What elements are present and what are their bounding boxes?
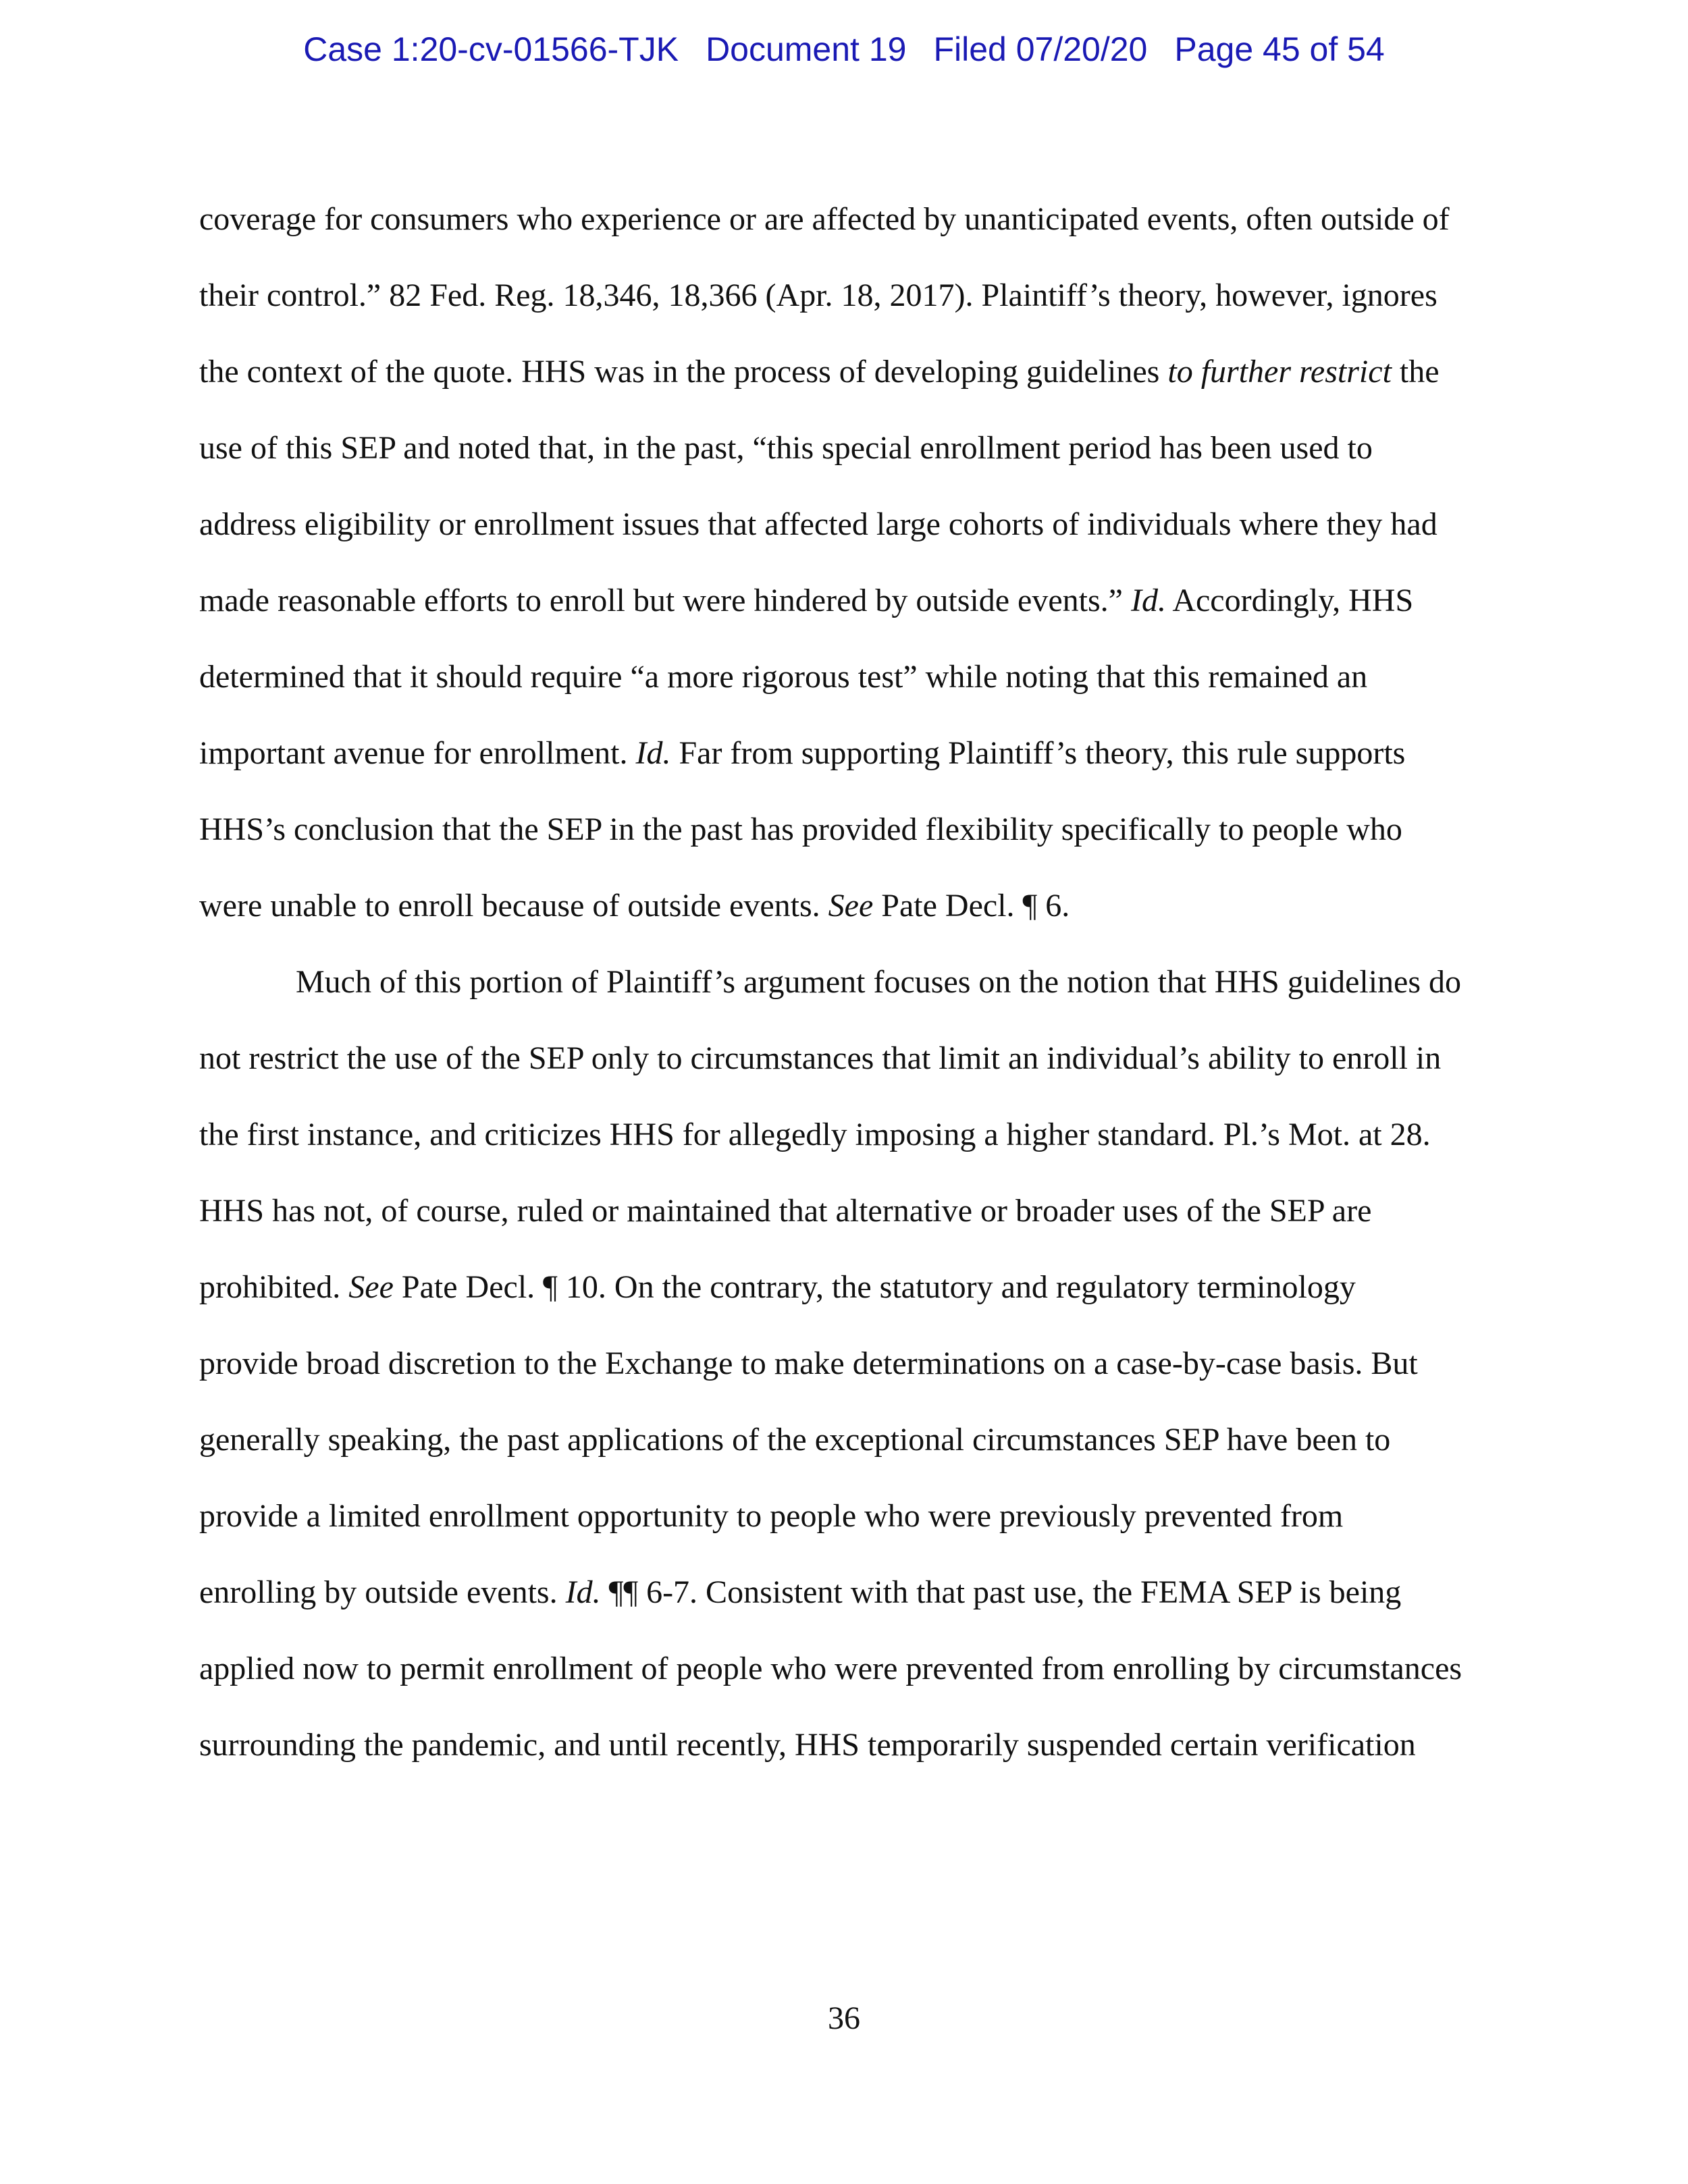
page-number: 36 [828, 2000, 860, 2036]
text-line: enrolling by outside events. Id. ¶¶ 6-7. Consistent with that past use, the FEMA SEP is being [199, 1574, 1402, 1610]
text-line: surrounding the pandemic, and until recently, HHS temporarily suspended certain verification [199, 1727, 1416, 1763]
text-line: their control.” 82 Fed. Reg. 18,346, 18,366 (Apr. 18, 2017). Plaintiff’s theory, however, ignores [199, 277, 1438, 313]
text-line: made reasonable efforts to enroll but were hindered by outside events.” Id. Accordingly, HHS [199, 583, 1414, 618]
citation-id: Id. [635, 735, 671, 771]
text-line: generally speaking, the past applications of the exceptional circumstances SEP have been to [199, 1422, 1391, 1458]
text-line: provide a limited enrollment opportunity to people who were previously prevented from [199, 1498, 1344, 1534]
citation-id: Id. [1130, 583, 1166, 618]
text-line: HHS’s conclusion that the SEP in the past has provided flexibility specifically to people who [199, 811, 1402, 847]
text-line: important avenue for enrollment. Id. Far from supporting Plaintiff’s theory, this rule supports [199, 735, 1406, 771]
document-number: Document 19 [706, 30, 907, 68]
case-number: Case 1:20-cv-01566-TJK [303, 30, 679, 68]
text-line: use of this SEP and noted that, in the past, “this special enrollment period has been used to [199, 430, 1373, 466]
filed-date: Filed 07/20/20 [933, 30, 1148, 68]
text-line: coverage for consumers who experience or are affected by unanticipated events, often outside of [199, 201, 1450, 237]
text-line: the first instance, and criticizes HHS for allegedly imposing a higher standard. Pl.’s Mot. at 28. [199, 1117, 1431, 1152]
citation-signal: See [348, 1269, 394, 1305]
page-count: Page 45 of 54 [1174, 30, 1385, 68]
text-line: provide broad discretion to the Exchange to make determinations on a case-by-case basis. But [199, 1346, 1418, 1381]
citation-id: Id. [565, 1574, 601, 1610]
text-line: the context of the quote. HHS was in the process of developing guidelines to further restrict the [199, 354, 1440, 390]
text-line: address eligibility or enrollment issues that affected large cohorts of individuals where they had [199, 506, 1438, 542]
text-line: determined that it should require “a more rigorous test” while noting that this remained an [199, 659, 1368, 695]
case-header [0, 30, 1688, 69]
citation-signal: See [828, 888, 874, 924]
text-line: HHS has not, of course, ruled or maintained that alternative or broader uses of the SEP are [199, 1193, 1372, 1229]
paragraph-start: Much of this portion of Plaintiff’s argument focuses on the notion that HHS guidelines do [296, 964, 1462, 1000]
text-line: not restrict the use of the SEP only to circumstances that limit an individual’s ability to enroll in [199, 1040, 1442, 1076]
text-line: prohibited. See Pate Decl. ¶ 10. On the contrary, the statutory and regulatory terminology [199, 1269, 1356, 1305]
italic-emphasis: to further restrict [1167, 354, 1392, 390]
text-line: applied now to permit enrollment of people who were prevented from enrolling by circumstances [199, 1651, 1462, 1686]
text-line: were unable to enroll because of outside events. See Pate Decl. ¶ 6. [199, 888, 1070, 924]
